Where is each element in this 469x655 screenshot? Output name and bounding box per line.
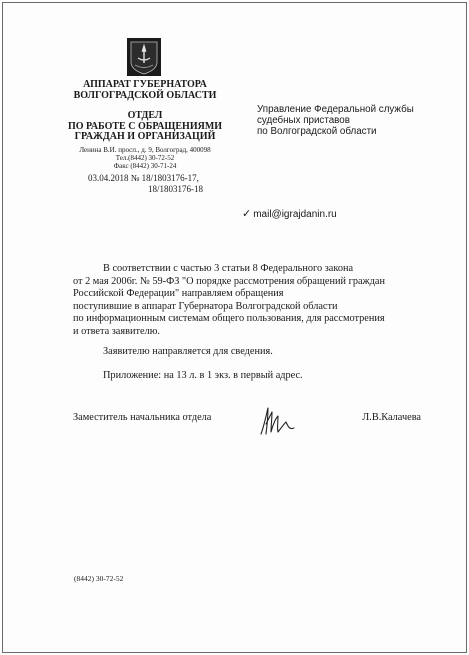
checkmark-icon: ✓ [242,208,252,220]
sender-phone: Тел.(8442) 30-72-52 [115,153,175,162]
registration-line2: 18/1803176-18 [148,184,203,194]
body-attachment: Приложение: на 13 л. в 1 экз. в первый адрес. [103,370,303,382]
registration-number [88,173,203,195]
signer-name: Л.В.Калачева [362,412,421,423]
dept-name-line1: ОТДЕЛ [127,110,163,121]
body-line4: поступившие в аппарат Губернатора Волгоградской области [73,300,338,312]
letter-body [73,263,425,383]
sender-header [40,80,250,170]
body-line3: Российской Федерации" направляем обращения [73,288,284,300]
sender-fax: Факс (8442) 30-71-24 [113,161,177,170]
body-line1: В соответствии с частью 3 статьи 8 Федерального закона [103,263,354,274]
org-name-line2: ВОЛГОГРАДСКОЙ ОБЛАСТИ [73,89,217,101]
recipient-line1: Управление Федеральной службы [257,104,414,115]
org-name-line1: АППАРАТ ГУБЕРНАТОРА [83,79,207,90]
sender-address: Ленина В.И. просп., д. 9, Волгоград, 400098 [79,145,211,154]
email-address: mail@igrajdanin.ru [253,209,337,220]
dept-name-line2: ПО РАБОТЕ С ОБРАЩЕНИЯМИ [67,120,223,132]
coat-of-arms-icon [127,38,161,76]
body-notice: Заявителю направляется для сведения. [103,345,273,357]
recipient-line2: судебных приставов [257,115,350,126]
body-line5: по информационным системам общего пользования, для рассмотрения [73,313,385,325]
dept-name-line3: ГРАЖДАН И ОРГАНИЗАЦИЙ [74,131,216,142]
footer-phone: (8442) 30-72-52 [74,574,124,583]
signer-title: Заместитель начальника отдела [73,412,212,423]
body-line6: и ответа заявителю. [73,325,160,337]
registration-line1: 03.04.2018 № 18/1803176-17, [88,173,199,183]
recipient-line3: по Волгоградской области [257,126,377,137]
handwritten-signature-icon [258,404,298,438]
body-line2: от 2 мая 2006г. № 59-ФЗ "О порядке рассмотрения обращений граждан [73,275,385,287]
mail-line [242,208,337,221]
recipient-block [257,104,414,137]
